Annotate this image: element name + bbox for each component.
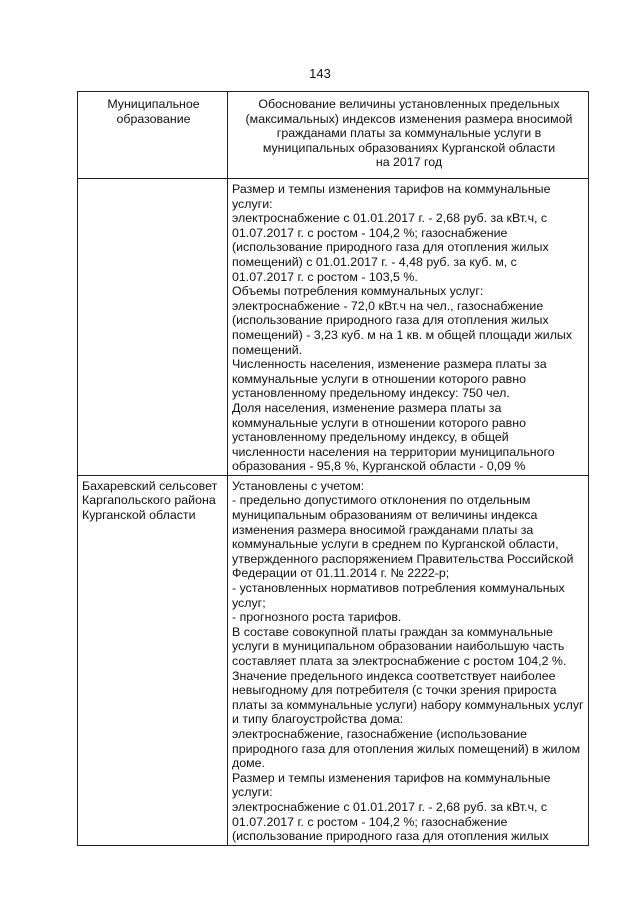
text-line: Объемы потребления коммунальных услуг: (232, 284, 484, 299)
text-line: услуги в муниципальном образовании наибольшую часть (232, 639, 565, 654)
text-line: 01.07.2017 г. с ростом - 103,5 %. (232, 269, 418, 284)
text-line: (использование природного газа для отопления жилых (232, 313, 549, 328)
text-line: (использование природного газа для отопления жилых (232, 240, 549, 255)
text-line: (использование природного газа для отопления жилых (232, 829, 549, 844)
text-line: электроснабжение с 01.01.2017 г. - 2,68 руб. за кВт.ч, с (232, 799, 548, 814)
text-line: коммунальные услуги в среднем по Курганской области, (232, 537, 559, 552)
text-line: невыгодному для потребителя (с точки зрения прироста (232, 683, 557, 698)
text-line: Размер и темпы изменения тарифов на коммунальные (232, 182, 551, 196)
text-line: установленному предельному индексу, в общей (232, 430, 509, 445)
text-line: помещений. (232, 342, 303, 357)
header-line: Обоснование величины установленных предельных (258, 97, 560, 111)
text-line: изменения размера вносимой гражданами платы за (232, 522, 534, 537)
text-line: коммунальные услуги в отношении которого равно (232, 415, 526, 430)
text-line: и типу благоустройства дома: (232, 712, 404, 727)
text-line: помещений) с 01.01.2017 г. - 4,48 руб. за куб. м, с (232, 254, 517, 269)
header-line: (максимальных) индексов изменения размера вносимой (245, 111, 573, 126)
text-line: Значение предельного индекса соответствует наиболее (232, 668, 556, 683)
table-header-row (78, 92, 589, 179)
table-row (78, 475, 589, 845)
text-line: услуги: (232, 785, 273, 800)
text-line: платы за коммунальные услуги) набору коммунальных услуг (232, 697, 584, 712)
text-line: 01.07.2017 г. с ростом - 104,2 %; газоснабжение (232, 225, 508, 240)
header-line: Муниципальное (107, 97, 200, 111)
header-line: гражданами платы за коммунальные услуги в (276, 126, 542, 141)
text-line: утвержденного распоряжением Правительства Российской (232, 551, 574, 566)
header-line: образование (116, 111, 191, 126)
table-row (78, 179, 589, 476)
text-line: Размер и темпы изменения тарифов на коммунальные (232, 770, 551, 785)
text-line: услуги: (232, 196, 273, 211)
header-line: на 2017 год (375, 155, 443, 170)
text-line: природного газа для отопления жилых помещений) в жилом (232, 741, 581, 756)
text-line: Численность населения, изменение размера платы за (232, 357, 547, 372)
text-line: - предельно допустимого отклонения по отдельным (232, 493, 531, 508)
text-line: образования - 95,8 %, Курганской области - 0,09 % (232, 459, 526, 474)
text-line: услуг; (232, 595, 266, 610)
text-line: электроснабжение, газоснабжение (использование (232, 726, 528, 741)
municipality-cell (78, 179, 228, 476)
municipality-name-line: Курганской области (82, 508, 196, 523)
text-line: муниципальным образованиям от величины индекса (232, 508, 538, 523)
text-line: коммунальные услуги в отношении которого равно (232, 371, 526, 386)
municipality-cell (78, 475, 228, 845)
header-municipality (78, 92, 228, 179)
text-line: Доля населения, изменение размера платы за (232, 400, 502, 415)
header-justification (228, 92, 589, 179)
text-line: электроснабжение с 01.01.2017 г. - 2,68 руб. за кВт.ч, с (232, 211, 548, 226)
text-line: В составе совокупной платы граждан за коммунальные (232, 624, 553, 639)
text-line: - прогнозного роста тарифов. (232, 610, 402, 625)
text-line: Федерации от 01.11.2014 г. № 2222-р; (232, 566, 450, 581)
text-line: доме. (232, 756, 265, 771)
text-line: 01.07.2017 г. с ростом - 104,2 %; газоснабжение (232, 814, 508, 829)
municipality-name-line: Бахаревский сельсовет (82, 478, 218, 493)
page-number: 143 (309, 66, 331, 81)
text-line: численности населения на территории муниципального (232, 444, 555, 459)
header-line: муниципальных образованиях Курганской области (262, 140, 556, 155)
municipality-name-line: Каргапольского района (82, 493, 216, 508)
justification-cell (228, 179, 589, 476)
text-line: Установлены с учетом: (232, 478, 365, 493)
municipal-index-table (77, 91, 589, 846)
text-line: помещений) - 3,23 куб. м на 1 кв. м общей площади жилых (232, 327, 573, 342)
text-line: установленному предельному индексу: 750 чел. (232, 386, 510, 401)
justification-cell (228, 475, 589, 845)
text-line: - установленных нормативов потребления коммунальных (232, 581, 565, 596)
text-line: составляет плата за электроснабжение с ростом 104,2 %. (232, 654, 567, 668)
text-line: электроснабжение - 72,0 кВт.ч на чел., газоснабжение (232, 298, 544, 313)
